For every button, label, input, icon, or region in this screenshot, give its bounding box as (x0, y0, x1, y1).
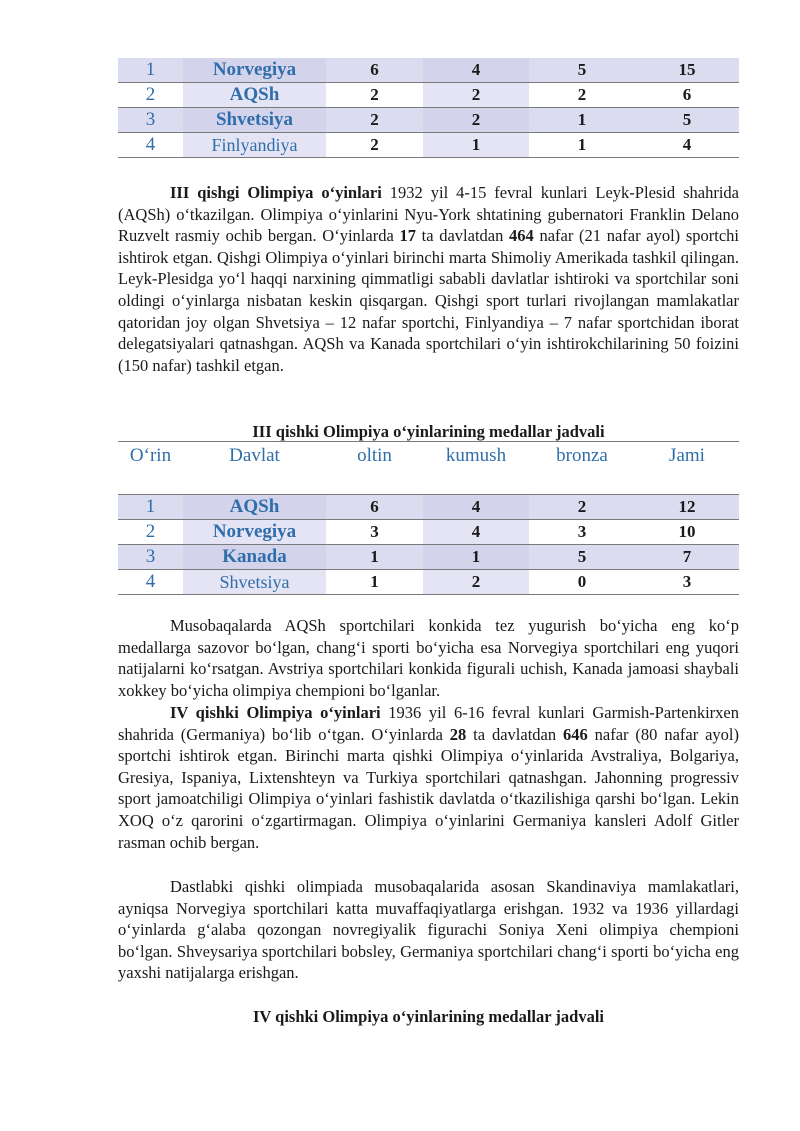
country-cell: Kanada (183, 545, 326, 570)
bronze-cell: 1 (529, 108, 635, 133)
header-gold: oltin (326, 442, 423, 495)
bronze-cell: 3 (529, 520, 635, 545)
paragraph-text: 1936 yil 6-16 fevral kunlari Garmish-Partenkirxen shahrida (Germaniya) boʻlib oʻtgan. Oʻyinlarda (118, 703, 739, 744)
silver-cell: 2 (423, 108, 529, 133)
silver-cell: 2 (423, 83, 529, 108)
paragraph-lead: III qishgi Olimpiya oʻyinlari (170, 183, 382, 202)
rank-cell: 4 (118, 133, 183, 158)
header-total: Jami (635, 442, 739, 495)
rank-cell: 2 (118, 520, 183, 545)
table-header-row (118, 442, 739, 495)
gold-cell: 6 (326, 495, 423, 520)
total-cell: 5 (635, 108, 739, 133)
athlete-count: 646 (563, 724, 588, 744)
silver-cell: 4 (423, 520, 529, 545)
gold-cell: 2 (326, 108, 423, 133)
country-count: 17 (399, 226, 416, 246)
rank-cell: 2 (118, 83, 183, 108)
country-cell: Shvetsiya (183, 570, 326, 595)
table-row (118, 58, 739, 83)
total-cell: 12 (635, 495, 739, 520)
silver-cell: 1 (423, 133, 529, 158)
medal-table-top (118, 58, 739, 158)
header-country: Davlat (183, 442, 326, 495)
header-silver: kumush (423, 442, 529, 495)
silver-cell: 4 (423, 495, 529, 520)
paragraph-text: nafar (80 nafar ayol) sportchi ishtirok etgan. Birinchi marta qishki Olimpiya oʻyinlarida Avstraliya, Bolgariya, Gresiya, Ispaniya, Lixtenshteyn va Turkiya sportchilari qatnashgan. Jahonning progressiv sport jamoatchiligi Olimpiya oʻyinlari fashistik davlatda oʻtkazilishiga qarshi boʻlgan. Lekin XOQ oʻz qarorini oʻzgartirmagan. Olimpiya oʻyinlarini Germaniya kansleri Adolf Gitler rasman ochib bergan. (118, 724, 739, 852)
country-cell: Norvegiya (183, 58, 326, 83)
bronze-cell: 0 (529, 570, 635, 595)
silver-cell: 4 (423, 58, 529, 83)
gold-cell: 1 (326, 545, 423, 570)
bronze-cell: 1 (529, 133, 635, 158)
total-cell: 10 (635, 520, 739, 545)
paragraph-early-olympiads: Dastlabki qishki olimpiada musobaqalarida asosan Skandinaviya mamlakatlari, ayniqsa Norvegiya sportchilari katta muvaffaqiyatlarga erishgan. 1932 va 1936 yillardagi oʻyinlarda gʻalaba qozongan novregiyalik figurachi Soniya Xeni olimpiya chempioni boʻlgan. Shveysariya sportchilari bobsley, Germaniya sportchilari changʻi sporti boʻyicha eng yaxshi natijalarga erishgan. (118, 877, 739, 983)
table-caption-iii: III qishki Olimpiya oʻyinlarining medallar jadvali (252, 422, 605, 441)
header-rank: Oʻrin (118, 442, 183, 495)
country-cell: AQSh (183, 83, 326, 108)
bronze-cell: 2 (529, 83, 635, 108)
gold-cell: 2 (326, 133, 423, 158)
table-row (118, 133, 739, 158)
paragraph-text: nafar (21 nafar ayol) sportchi ishtirok etgan. Qishgi Olimpiya oʻyinlari birinchi marta Shimoliy Amerikada tashkil qilingan. Leyk-Plesidga yoʻl haqqi narxining qimmatligi sababli davlatlar ishtiroki va sportchilar soni oldingi oʻyinlarga nisbatan keskin qisqargan. Qishgi sport turlari rivojlangan mamlakatlar qatoridan joy olgan Shvetsiya – 12 nafar sportchi, Finlyandiya – 7 nafar sportchidan iborat delegatsiyalari qatnashgan. AQSh va Kanada sportchilari oʻyin ishtirokchilarining 50 foizini (150 nafar) tashkil etgan. (118, 226, 740, 375)
country-cell: Norvegiya (183, 520, 326, 545)
header-bronze: bronza (529, 442, 635, 495)
silver-cell: 1 (423, 545, 529, 570)
rank-cell: 4 (118, 570, 183, 595)
table-row (118, 495, 739, 520)
paragraph-text: ta davlatdan (466, 724, 564, 744)
country-count: 28 (449, 724, 467, 744)
gold-cell: 1 (326, 570, 423, 595)
athlete-count: 464 (509, 226, 534, 246)
total-cell: 6 (635, 83, 739, 108)
medal-table-iii (118, 441, 739, 595)
gold-cell: 2 (326, 83, 423, 108)
bronze-cell: 2 (529, 495, 635, 520)
rank-cell: 1 (118, 495, 183, 520)
bronze-cell: 5 (529, 58, 635, 83)
total-cell: 3 (635, 570, 739, 595)
table-caption-iv: IV qishki Olimpiya oʻyinlarining medallar jadvali (252, 1007, 604, 1026)
paragraph-text: 1932 yil 4-15 fevral kunlari Leyk-Plesid shahrida (AQSh) oʻtkazilgan. Olimpiya oʻyinlarini Nyu-York shtatining gubernatori Franklin Delano Ruzvelt rasmiy ochib bergan. Oʻyinlarda (118, 183, 739, 246)
rank-cell: 3 (118, 545, 183, 570)
bronze-cell: 5 (529, 545, 635, 570)
country-cell: AQSh (183, 495, 326, 520)
paragraph-iii-olympics (118, 182, 739, 376)
total-cell: 15 (635, 58, 739, 83)
paragraph-iv-olympics (118, 702, 739, 853)
table-row (118, 83, 739, 108)
table-row (118, 108, 739, 133)
country-cell: Finlyandiya (183, 133, 326, 158)
medal-table-previous (118, 58, 739, 158)
table-row (118, 520, 739, 545)
paragraph-lead: IV qishki Olimpiya oʻyinlari (170, 703, 381, 722)
gold-cell: 3 (326, 520, 423, 545)
gold-cell: 6 (326, 58, 423, 83)
paragraph-results: Musobaqalarda AQSh sportchilari konkida tez yugurish boʻyicha eng koʻp medallarga sazovor boʻlgan, changʻi sporti boʻyicha esa Norvegiya sportchilari eng yuqori natijalarni koʻrsatgan. Avstriya sportchilari konkida figurali uchish, Kanada jamoasi shaybali xokkey boʻyicha olimpiya chempioni boʻlganlar. (118, 616, 739, 700)
total-cell: 4 (635, 133, 739, 158)
rank-cell: 1 (118, 58, 183, 83)
silver-cell: 2 (423, 570, 529, 595)
paragraph-text: ta davlatdan (415, 226, 510, 246)
table-row (118, 545, 739, 570)
country-cell: Shvetsiya (183, 108, 326, 133)
table-row (118, 570, 739, 595)
total-cell: 7 (635, 545, 739, 570)
rank-cell: 3 (118, 108, 183, 133)
medal-table-iii-wrap (118, 441, 739, 595)
